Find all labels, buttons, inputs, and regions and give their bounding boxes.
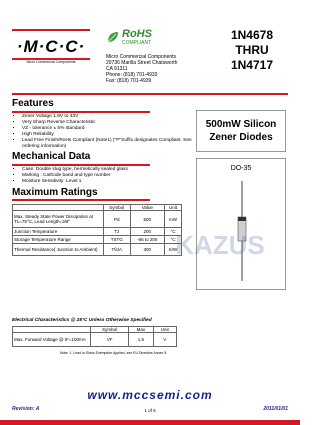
mechanical-underline <box>12 164 150 166</box>
table-cell: 1.5 <box>129 333 153 347</box>
table-row <box>13 333 177 347</box>
rohs-title: RoHS <box>122 28 152 40</box>
table-cell: VF <box>91 333 129 347</box>
features-list <box>12 114 197 150</box>
logo-subtitle: Micro Commercial Components <box>26 60 76 64</box>
footer-bar <box>0 420 300 425</box>
max-ratings-heading: Maximum Ratings <box>12 187 98 198</box>
table-cell: TθJA <box>104 244 131 256</box>
package-box <box>196 158 286 290</box>
electrical-heading: Electrical Characteristics @ 25°C Unless Otherwise Specified <box>12 318 152 323</box>
table-cell: Storage Temperature Range <box>13 236 104 244</box>
company-address <box>106 54 206 84</box>
table-cell: Pd <box>104 211 131 228</box>
part-number-block <box>212 28 292 73</box>
description-line: Zener Diodes <box>209 132 273 143</box>
watermark <box>150 232 290 258</box>
part-number-start: 1N4678 <box>230 28 274 42</box>
electrical-table <box>12 326 177 347</box>
table-cell: -65 to 200 <box>130 236 164 244</box>
table-header: Max <box>129 327 153 333</box>
package-label: DO-35 <box>230 165 252 172</box>
revision-date: 2011/01/01 <box>263 406 288 412</box>
table-cell: Junction Temperature <box>13 228 104 236</box>
list-item: ▪ Very Sharp Reverse Characteristic <box>22 120 197 126</box>
list-item: ▪ High Reliability <box>22 132 197 138</box>
logo-text: ·M·C·C· <box>16 37 86 56</box>
table-header: Symbol <box>104 205 131 211</box>
max-ratings-underline <box>12 199 150 201</box>
table-cell: Max. Forward Voltage @ IF=100mA <box>13 333 91 347</box>
mcc-logo <box>12 27 90 69</box>
table-cell: Max. Steady State Power Dissipation at TL=75°C, Lead Length=3/8" <box>13 211 104 228</box>
list-item: ▪ Moisture Sensitivity: Level 1 <box>22 179 197 185</box>
table-row <box>13 211 182 228</box>
rohs-badge <box>106 28 166 50</box>
address-line: Fax: (818) 701-4939 <box>106 78 152 84</box>
part-number-end: 1N4717 <box>230 58 274 72</box>
table-cell: TSTG <box>104 236 131 244</box>
list-item: ▪ VZ - tolerance ± 5% standard <box>22 126 197 132</box>
table-header: Unit <box>164 205 181 211</box>
description-line: 500mW Silicon <box>205 119 277 130</box>
description-box <box>196 110 286 152</box>
table-cell: Thermal Resistance( Junction to Ambient) <box>13 244 104 256</box>
website-link[interactable]: www.mccsemi.com <box>87 388 213 402</box>
list-item: ▪ Marking : Cathode band and type number <box>22 173 197 179</box>
features-underline <box>12 111 150 113</box>
address-line: CA 91311 <box>106 66 128 72</box>
table-cell: mW <box>164 211 181 228</box>
page-number: 1 of 5 <box>144 408 156 413</box>
mechanical-heading: Mechanical Data <box>12 151 91 162</box>
table-cell: °C <box>164 228 181 236</box>
part-number-thru: THRU <box>235 43 269 57</box>
table-cell: 300 <box>130 244 164 256</box>
footnote: Note: 1. Lead in Glass Exemption Applied, see EU Directive Annex 5. <box>60 351 168 355</box>
features-heading: Features <box>12 98 54 109</box>
rohs-subtitle: COMPLIANT <box>122 40 152 46</box>
revision-label: Revision: A <box>12 406 40 412</box>
list-item: ▪ Zener Voltage 1.8V to 43V <box>22 114 197 120</box>
address-line: Phone: (818) 701-4933 <box>106 72 158 78</box>
table-header: Unit <box>153 327 176 333</box>
address-line: Micro Commercial Components <box>106 54 177 60</box>
table-cell: V <box>153 333 176 347</box>
table-cell: 200 <box>130 228 164 236</box>
watermark-text: KAZUS <box>175 232 265 258</box>
table-cell: °C <box>164 236 181 244</box>
diode-package-drawing <box>233 181 251 281</box>
list-item: ▪ Case: Double slug type, hermetically sealed glass <box>22 167 197 173</box>
mechanical-list <box>12 167 197 185</box>
header-divider <box>12 93 288 95</box>
list-item: ▪ Lead Free Finish/RoHs Compliant (Note1) ("P"Suffix designates Compliant. See ordering information) <box>22 138 197 150</box>
table-cell: K/W <box>164 244 181 256</box>
address-line: 20736 Marilla Street Chatsworth <box>106 60 178 66</box>
table-header: Symbol <box>91 327 129 333</box>
table-header: Value <box>130 205 164 211</box>
table-cell: 500 <box>130 211 164 228</box>
table-cell: TJ <box>104 228 131 236</box>
leaf-icon <box>106 30 120 44</box>
